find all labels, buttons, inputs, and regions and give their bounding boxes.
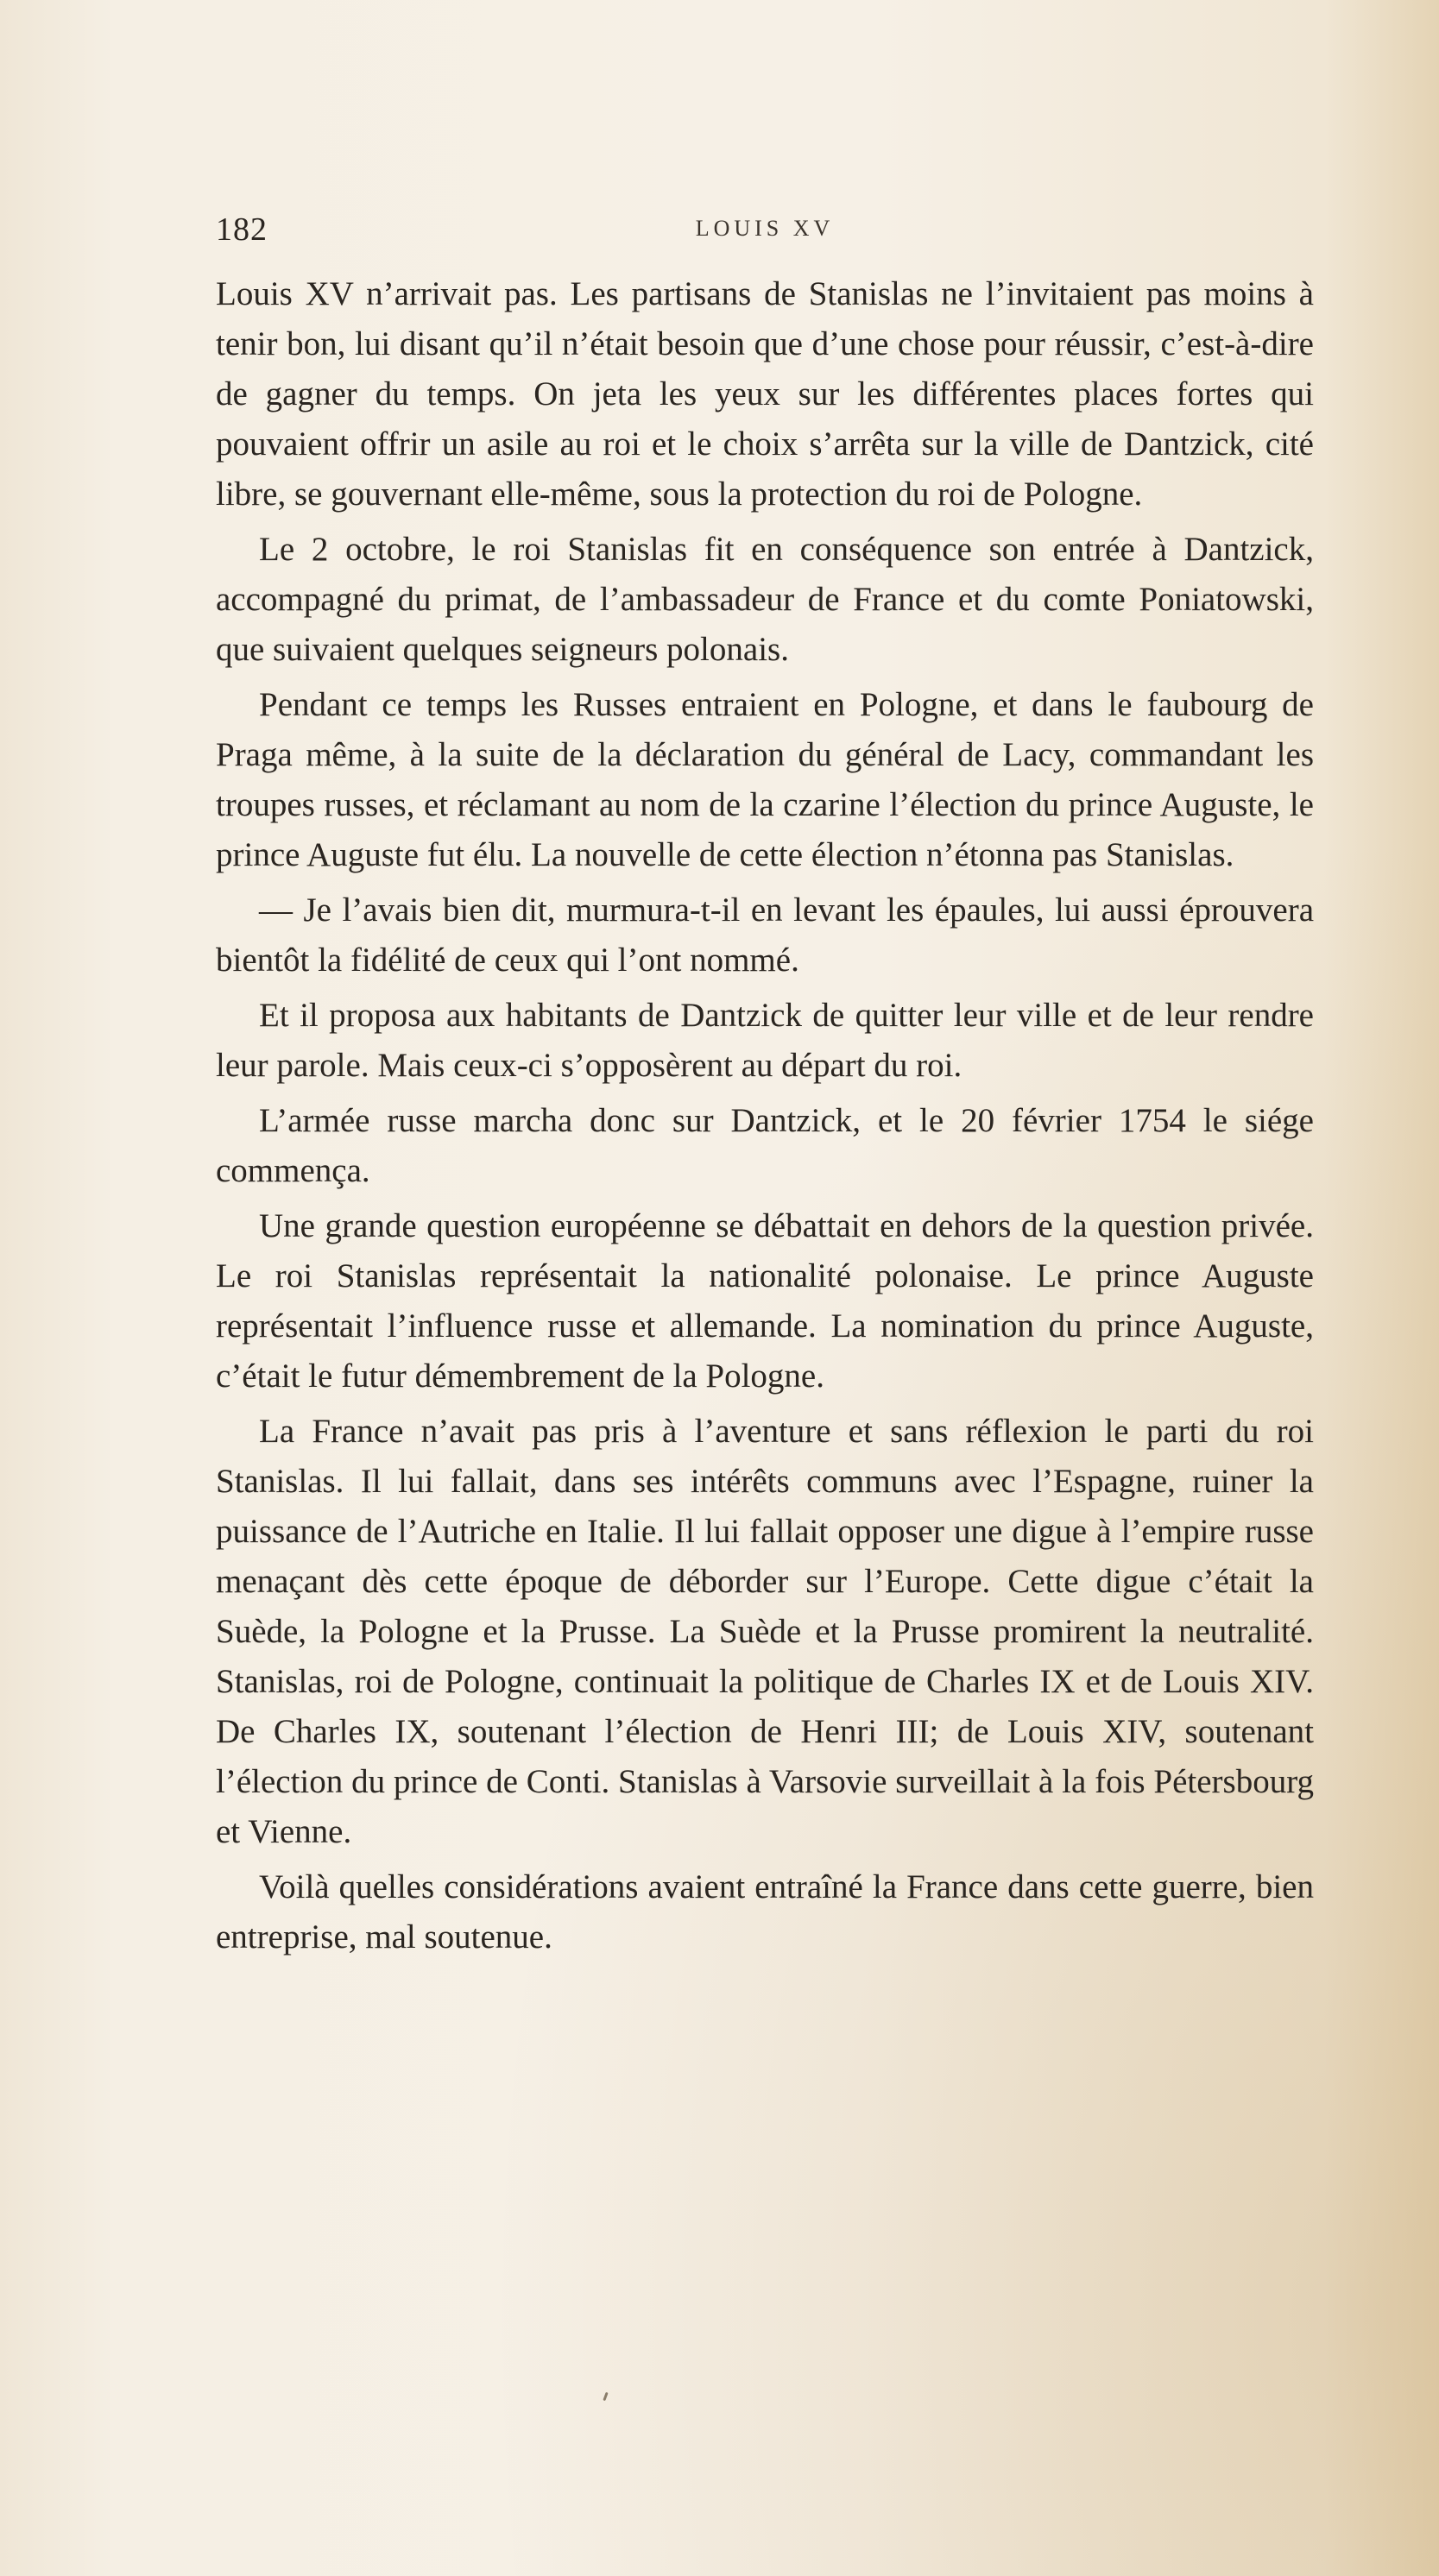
page-number: 182 [216,211,268,248]
paragraph-2: Le 2 octobre, le roi Stanislas fit en conséquence son entrée à Dantzick, accompagné du primat, de l’ambassadeur de France et du comte Poniatowski, que suivaient quelques seigneurs polonais. [216,531,1314,668]
paragraph-7: Une grande question européenne se débattait en dehors de la question privée. Le roi Stanislas représentait la nationalité polonaise. Le prince Auguste représentait l’influence russe et allemande. La nomination du prince Auguste, c’était le futur démembrement de la Pologne. [216,1207,1314,1395]
paragraph-6: L’armée russe marcha donc sur Dantzick, et le 20 février 1754 le siége commença. [216,1102,1314,1189]
paper-speck [603,2392,608,2401]
running-title: LOUIS XV [695,216,835,241]
paragraph-1: Louis XV n’arrivait pas. Les partisans de Stanislas ne l’invitaient pas moins à tenir bon, lui disant qu’il n’était besoin que d’une chose pour réussir, c’est-à-dire de gagner du temps. On jeta les yeux sur les différentes places fortes qui pouvaient offrir un asile au roi et le choix s’arrêta sur la ville de Dantzick, cité libre, se gouvernant elle-même, sous la protection du roi de Pologne. [216,275,1314,513]
paragraph-4: — Je l’avais bien dit, murmura-t-il en levant les épaules, lui aussi éprouvera bientôt la fidélité de ceux qui l’ont nommé. [216,891,1314,979]
paragraph-9: Voilà quelles considérations avaient entraîné la France dans cette guerre, bien entreprise, mal soutenue. [216,1868,1314,1956]
paragraph-3: Pendant ce temps les Russes entraient en Pologne, et dans le faubourg de Praga même, à la suite de la déclaration du général de Lacy, commandant les troupes russes, et réclamant au nom de la czarine l’élection du prince Auguste, le prince Auguste fut élu. La nouvelle de cette élection n’étonna pas Stanislas. [216,686,1314,873]
paragraph-5: Et il proposa aux habitants de Dantzick de quitter leur ville et de leur rendre leur parole. Mais ceux-ci s’opposèrent au départ du roi. [216,997,1314,1084]
running-head [216,211,1314,254]
body-text [216,269,1314,1968]
paragraph-8: La France n’avait pas pris à l’aventure et sans réflexion le parti du roi Stanislas. Il lui fallait, dans ses intérêts communs avec l’Espagne, ruiner la puissance de l’Autriche en Italie. Il lui fallait opposer une digue à l’empire russe menaçant dès cette époque de déborder sur l’Europe. Cette digue c’était la Suède, la Pologne et la Prusse. La Suède et la Prusse promirent la neutralité. Stanislas, roi de Pologne, continuait la politique de Charles IX et de Louis XIV. De Charles IX, soutenant l’élection de Henri III; de Louis XIV, soutenant l’élection du prince de Conti. Stanislas à Varsovie surveillait à la fois Pétersbourg et Vienne. [216,1413,1314,1850]
